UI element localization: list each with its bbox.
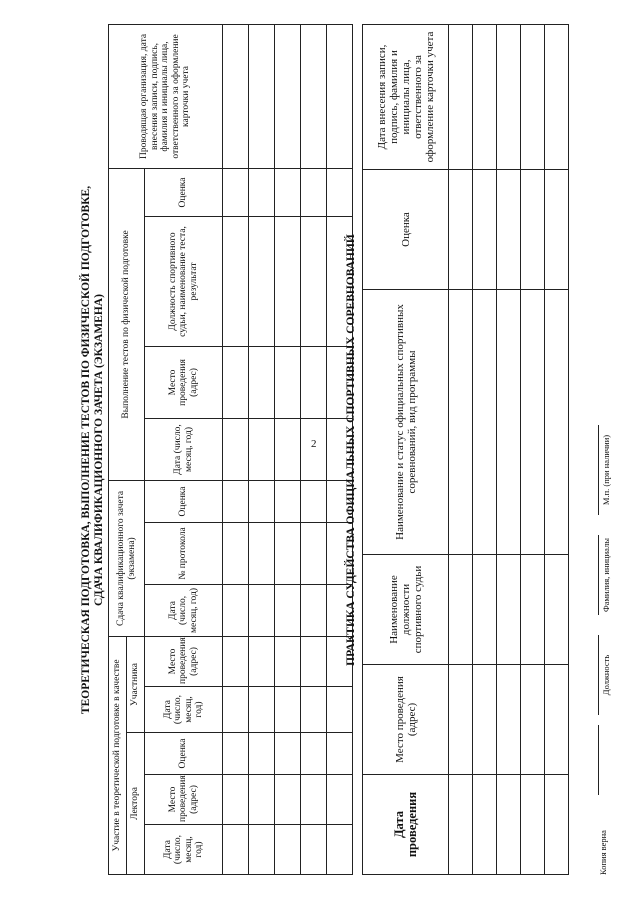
table2-row (497, 25, 521, 875)
table2-row (473, 25, 497, 875)
copy-label: Копия верна (598, 830, 608, 875)
col-grade-lecturer: Оценка (145, 733, 223, 775)
col-place-lecturer: Место проведения (адрес) (145, 775, 223, 825)
col-judge-position: Наименование должности спортивного судьи (363, 555, 449, 665)
col-place-held: Место проведения (адрес) (363, 665, 449, 775)
signature-line (598, 725, 599, 795)
table2-row (449, 25, 473, 875)
group-exam: Сдача квалификационного зачета (экзамена) (109, 480, 145, 636)
col-date-lecturer: Дата (число, месяц, год) (145, 825, 223, 875)
name-caption: Фамилия, инициалы (601, 538, 611, 612)
table1-row (275, 24, 301, 874)
col-date-exam: Дата (число, месяц, год) (145, 584, 223, 636)
col-protocol-exam: № протокола (145, 522, 223, 584)
col-date-held: Дата проведения (363, 775, 449, 875)
section1-title-line2: СДАЧА КВАЛИФИКАЦИОННОГО ЗАЧЕТА (ЭКЗАМЕНА) (93, 294, 105, 606)
table1-row (249, 24, 275, 874)
name-line (598, 535, 599, 615)
group-theory: Участие в теоретической подготовке в качестве (109, 636, 127, 874)
section2-title: ПРАКТИКА СУДЕЙСТВА ОФИЦИАЛЬНЫХ СПОРТИВНЫХ СОРЕВНОВАНИЙ (345, 234, 357, 666)
position-line (598, 635, 599, 715)
col-place-tests: Место проведения (адрес) (145, 346, 223, 418)
col-competition-name: Наименование и статус официальных спортивных соревнований, вид программы (363, 290, 449, 555)
col-grade-tests: Оценка (145, 168, 223, 216)
judging-practice-table (362, 24, 569, 875)
section1-title (80, 35, 106, 865)
position-caption: Должность (601, 654, 611, 696)
col-record: Дата внесения записи, подпись, фамилия и инициалы лица, ответственного за оформление карточки учета (363, 25, 449, 170)
table2-row (521, 25, 545, 875)
section1-title-line1: ТЕОРЕТИЧЕСКАЯ ПОДГОТОВКА, ВЫПОЛНЕНИЕ ТЕСТОВ ПО ФИЗИЧЕСКОЙ ПОДГОТОВКЕ, (80, 185, 92, 715)
table1-row (223, 24, 249, 874)
theory-tests-table (108, 24, 353, 875)
col-date-participant: Дата (число, месяц, год) (145, 687, 223, 733)
col-grade-exam: Оценка (145, 480, 223, 522)
col-org: Проводящая организация, дата внесения записи, подпись, фамилия и инициалы лица, ответственного за оформление карточки учета (109, 24, 223, 168)
stamp-caption: М.п. (при наличии) (601, 434, 611, 506)
col-place-participant: Место проведения (адрес) (145, 636, 223, 686)
group-participant: Участника (127, 636, 145, 732)
col-grade-judging: Оценка (363, 170, 449, 290)
stamp-line (598, 425, 599, 515)
table2-row (545, 25, 569, 875)
table1-row (301, 24, 327, 874)
group-tests: Выполнение тестов по физической подготовке (109, 168, 145, 480)
col-date-tests: Дата (число, месяц, год) (145, 418, 223, 480)
page-number: 2 (311, 438, 317, 450)
col-judge-tests: Должность спортивного судьи, наименование теста, результат (145, 216, 223, 346)
group-lecturer: Лектора (127, 733, 145, 875)
